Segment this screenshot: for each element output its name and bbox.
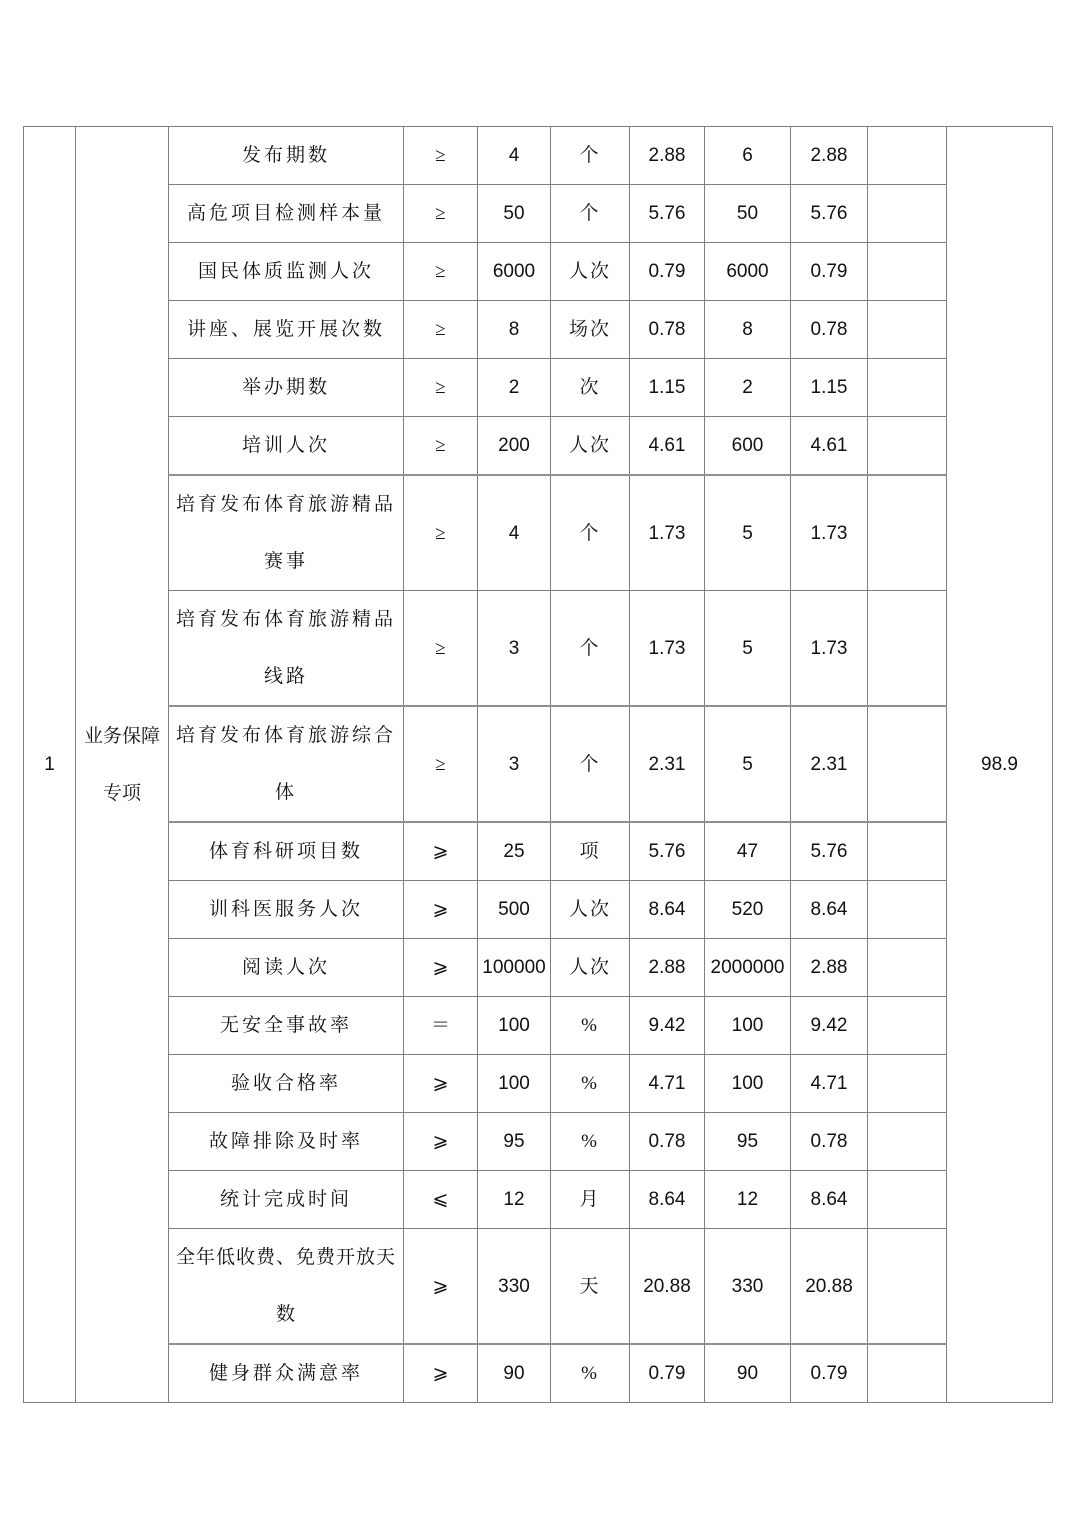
unit-cell: 个 [551,475,630,591]
score-cell: 8.64 [791,881,868,939]
table-row [24,939,1053,997]
weight-cell: 4.71 [630,1055,705,1113]
target-cell: 90 [478,1344,551,1403]
table-row [24,591,1053,707]
blank-cell [868,1171,947,1229]
weight-cell: 0.79 [630,1344,705,1403]
operator-cell: ＝ [404,997,478,1055]
operator-cell: ≥ [404,591,478,707]
actual-cell: 90 [705,1344,791,1403]
indicator-cell: 培育发布体育旅游精品线路 [169,591,404,707]
target-cell: 50 [478,185,551,243]
target-cell: 4 [478,127,551,185]
score-cell: 0.78 [791,1113,868,1171]
blank-cell [868,243,947,301]
weight-cell: 9.42 [630,997,705,1055]
blank-cell [868,1229,947,1345]
operator-cell: ≥ [404,475,478,591]
indicator-cell: 验收合格率 [169,1055,404,1113]
weight-cell: 0.79 [630,243,705,301]
weight-cell: 20.88 [630,1229,705,1345]
blank-cell [868,591,947,707]
indicator-cell: 国民体质监测人次 [169,243,404,301]
score-cell: 0.79 [791,243,868,301]
table-row [24,1229,1053,1345]
operator-cell: ⩽ [404,1171,478,1229]
actual-cell: 600 [705,417,791,476]
unit-cell: % [551,1344,630,1403]
unit-cell: % [551,1113,630,1171]
blank-cell [868,822,947,881]
target-cell: 100000 [478,939,551,997]
indicator-cell: 体育科研项目数 [169,822,404,881]
operator-cell: ≥ [404,127,478,185]
target-cell: 2 [478,359,551,417]
target-cell: 25 [478,822,551,881]
operator-cell: ⩾ [404,881,478,939]
unit-cell: 个 [551,127,630,185]
indicator-cell: 无安全事故率 [169,997,404,1055]
table-row [24,1055,1053,1113]
table-row [24,417,1053,476]
target-cell: 95 [478,1113,551,1171]
score-cell: 4.61 [791,417,868,476]
actual-cell: 520 [705,881,791,939]
weight-cell: 2.31 [630,706,705,822]
unit-cell: 人次 [551,881,630,939]
score-cell: 1.15 [791,359,868,417]
indicator-cell: 发布期数 [169,127,404,185]
table-row [24,1113,1053,1171]
unit-cell: 天 [551,1229,630,1345]
score-cell: 20.88 [791,1229,868,1345]
indicator-cell: 培训人次 [169,417,404,476]
indicator-cell: 培育发布体育旅游精品赛事 [169,475,404,591]
weight-cell: 5.76 [630,185,705,243]
indicator-cell: 培育发布体育旅游综合体 [169,706,404,822]
blank-cell [868,1344,947,1403]
unit-cell: % [551,997,630,1055]
blank-cell [868,997,947,1055]
actual-cell: 95 [705,1113,791,1171]
score-cell: 5.76 [791,185,868,243]
blank-cell [868,1055,947,1113]
unit-cell: 人次 [551,939,630,997]
unit-cell: 场次 [551,301,630,359]
operator-cell: ≥ [404,417,478,476]
actual-cell: 330 [705,1229,791,1345]
table-row [24,822,1053,881]
operator-cell: ≥ [404,243,478,301]
table-row [24,301,1053,359]
weight-cell: 1.15 [630,359,705,417]
total-score-cell: 98.9 [947,127,1053,1403]
indicator-cell: 高危项目检测样本量 [169,185,404,243]
table-row [24,881,1053,939]
operator-cell: ⩾ [404,1113,478,1171]
score-cell: 8.64 [791,1171,868,1229]
unit-cell: 次 [551,359,630,417]
operator-cell: ≥ [404,301,478,359]
target-cell: 500 [478,881,551,939]
target-cell: 100 [478,997,551,1055]
indicator-cell: 全年低收费、免费开放天数 [169,1229,404,1345]
indicator-cell: 训科医服务人次 [169,881,404,939]
score-cell: 1.73 [791,591,868,707]
table-row [24,185,1053,243]
score-cell: 4.71 [791,1055,868,1113]
table-body [24,127,1053,1403]
actual-cell: 2000000 [705,939,791,997]
operator-cell: ⩾ [404,939,478,997]
score-cell: 2.31 [791,706,868,822]
indicator-cell: 举办期数 [169,359,404,417]
table-row [24,997,1053,1055]
target-cell: 12 [478,1171,551,1229]
blank-cell [868,939,947,997]
weight-cell: 2.88 [630,939,705,997]
weight-cell: 5.76 [630,822,705,881]
seq-cell: 1 [24,127,76,1403]
unit-cell: 个 [551,706,630,822]
unit-cell: 个 [551,185,630,243]
unit-cell: % [551,1055,630,1113]
actual-cell: 6 [705,127,791,185]
blank-cell [868,301,947,359]
unit-cell: 个 [551,591,630,707]
actual-cell: 8 [705,301,791,359]
blank-cell [868,127,947,185]
actual-cell: 50 [705,185,791,243]
table-row [24,359,1053,417]
table-row [24,706,1053,822]
weight-cell: 4.61 [630,417,705,476]
operator-cell: ⩾ [404,1055,478,1113]
unit-cell: 月 [551,1171,630,1229]
table-row [24,1344,1053,1403]
blank-cell [868,185,947,243]
unit-cell: 人次 [551,417,630,476]
score-cell: 0.78 [791,301,868,359]
operator-cell: ⩾ [404,1344,478,1403]
score-cell: 1.73 [791,475,868,591]
actual-cell: 6000 [705,243,791,301]
actual-cell: 47 [705,822,791,881]
weight-cell: 0.78 [630,1113,705,1171]
actual-cell: 100 [705,997,791,1055]
target-cell: 3 [478,706,551,822]
category-cell: 业务保障专项 [76,127,169,1403]
table-row [24,1171,1053,1229]
score-cell: 2.88 [791,127,868,185]
table-row [24,475,1053,591]
operator-cell: ≥ [404,185,478,243]
blank-cell [868,881,947,939]
blank-cell [868,706,947,822]
target-cell: 3 [478,591,551,707]
unit-cell: 人次 [551,243,630,301]
target-cell: 8 [478,301,551,359]
operator-cell: ⩾ [404,822,478,881]
target-cell: 330 [478,1229,551,1345]
performance-indicator-table [23,126,1053,1403]
operator-cell: ⩾ [404,1229,478,1345]
indicator-cell: 故障排除及时率 [169,1113,404,1171]
weight-cell: 1.73 [630,591,705,707]
indicator-cell: 讲座、展览开展次数 [169,301,404,359]
operator-cell: ≥ [404,359,478,417]
blank-cell [868,417,947,476]
target-cell: 4 [478,475,551,591]
unit-cell: 项 [551,822,630,881]
table-row [24,127,1053,185]
weight-cell: 0.78 [630,301,705,359]
weight-cell: 2.88 [630,127,705,185]
actual-cell: 5 [705,706,791,822]
blank-cell [868,475,947,591]
operator-cell: ≥ [404,706,478,822]
score-cell: 9.42 [791,997,868,1055]
target-cell: 200 [478,417,551,476]
blank-cell [868,359,947,417]
weight-cell: 8.64 [630,1171,705,1229]
indicator-cell: 阅读人次 [169,939,404,997]
score-cell: 0.79 [791,1344,868,1403]
actual-cell: 2 [705,359,791,417]
score-cell: 2.88 [791,939,868,997]
weight-cell: 1.73 [630,475,705,591]
score-cell: 5.76 [791,822,868,881]
blank-cell [868,1113,947,1171]
weight-cell: 8.64 [630,881,705,939]
indicator-cell: 统计完成时间 [169,1171,404,1229]
actual-cell: 12 [705,1171,791,1229]
actual-cell: 5 [705,591,791,707]
target-cell: 100 [478,1055,551,1113]
actual-cell: 100 [705,1055,791,1113]
indicator-cell: 健身群众满意率 [169,1344,404,1403]
actual-cell: 5 [705,475,791,591]
table-row [24,243,1053,301]
target-cell: 6000 [478,243,551,301]
